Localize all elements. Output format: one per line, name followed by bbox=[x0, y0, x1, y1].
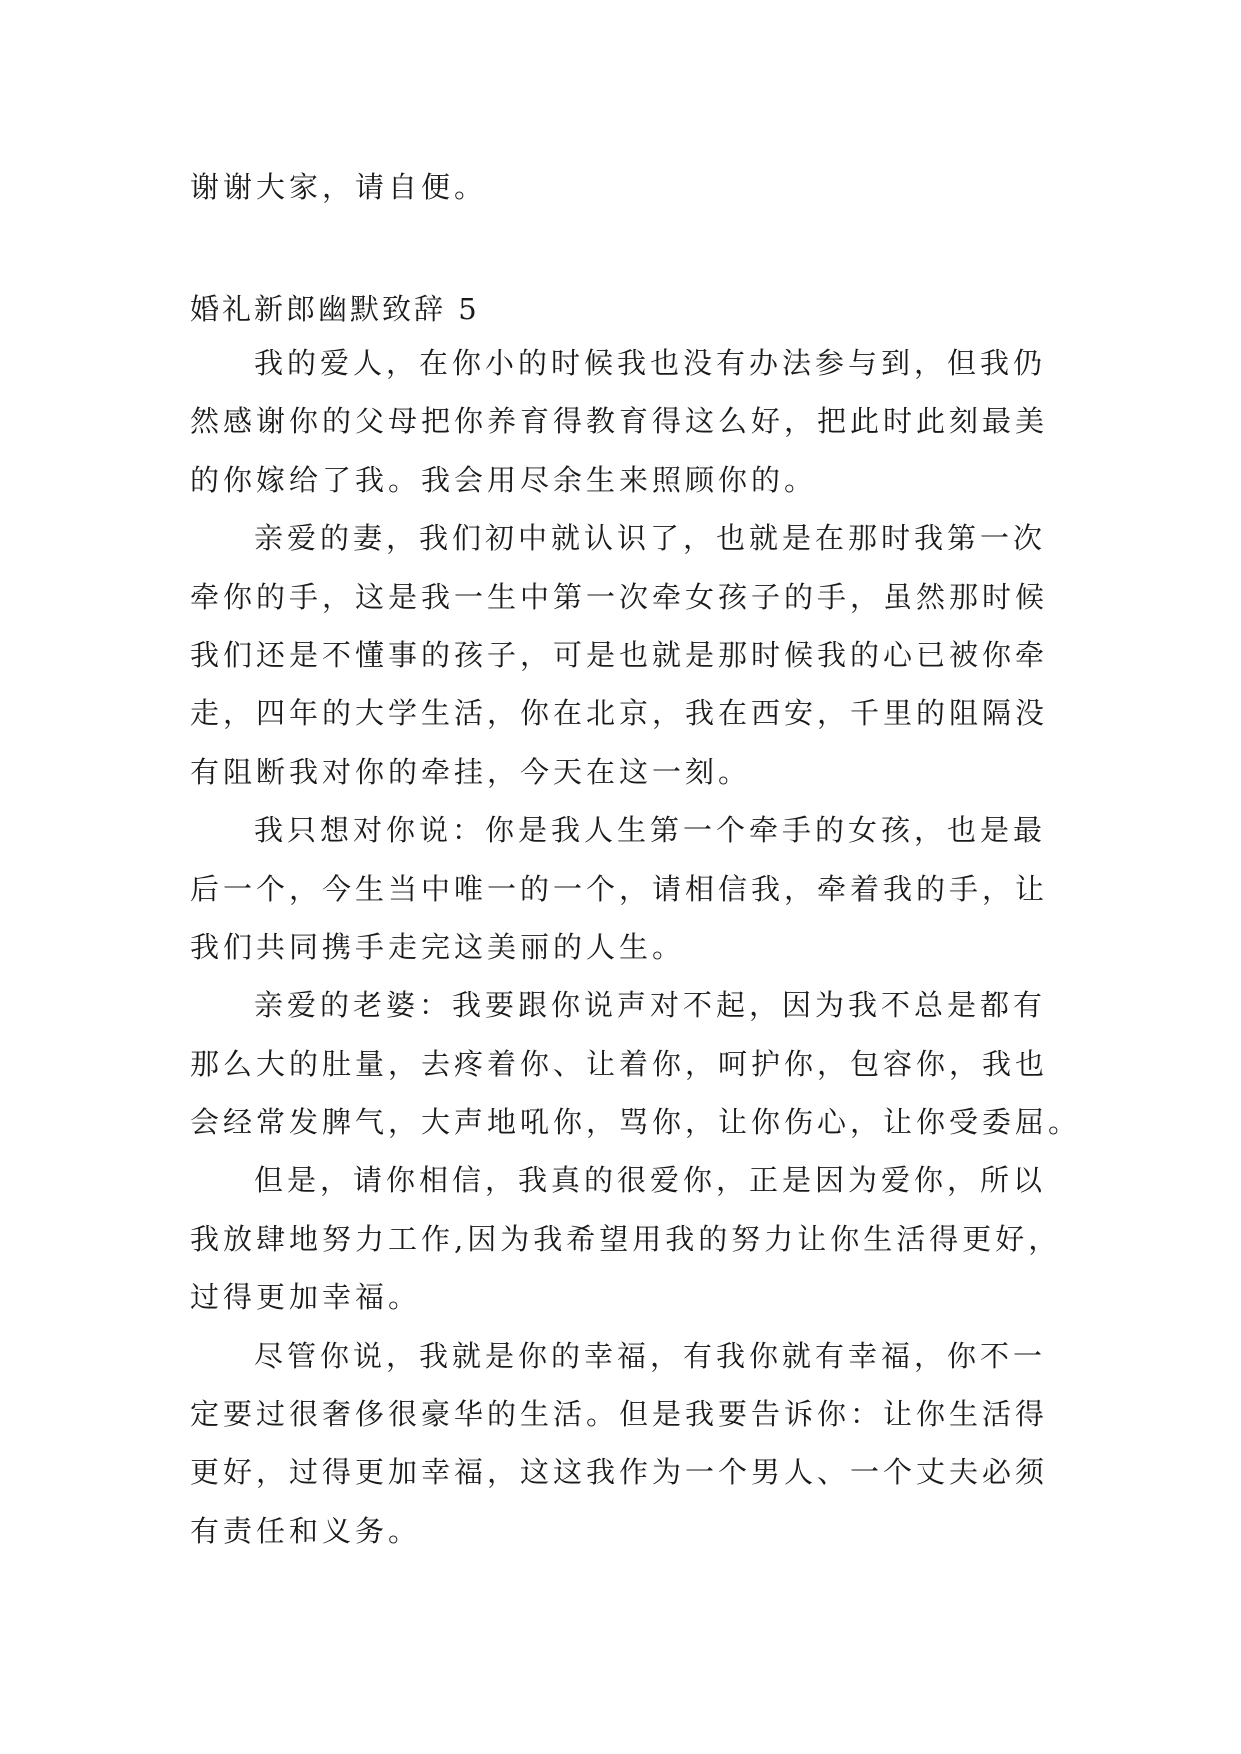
text-line: 过得更加幸福。 bbox=[190, 1280, 422, 1315]
text-line: 有责任和义务。 bbox=[190, 1513, 422, 1548]
text-line: 会经常发脾气，大声地吼你，骂你，让你伤心，让你受委屈。 bbox=[190, 1105, 1082, 1140]
text-line: 我们还是不懂事的孩子，可是也就是那时候我的心已被你牵 bbox=[190, 637, 1049, 672]
text-line: 我只想对你说：你是我人生第一个牵手的女孩，也是最 bbox=[254, 813, 1047, 848]
text-line: 但是，请你相信，我真的很爱你，正是因为爱你，所以 bbox=[254, 1163, 1047, 1198]
closing-line: 谢谢大家，请自便。 bbox=[190, 170, 488, 204]
text-line: 后一个，今生当中唯一的一个，请相信我，牵着我的手，让 bbox=[190, 871, 1049, 906]
text-line: 我放肆地努力工作,因为我希望用我的努力让你生活得更好， bbox=[190, 1221, 1062, 1256]
text-line: 更好，过得更加幸福，这这我作为一个男人、一个丈夫必须 bbox=[190, 1455, 1049, 1490]
text-line: 有阻断我对你的牵挂，今天在这一刻。 bbox=[190, 754, 752, 789]
text-line: 我们共同携手走完这美丽的人生。 bbox=[190, 929, 686, 964]
text-line: 我的爱人，在你小的时候我也没有办法参与到，但我仍 bbox=[254, 346, 1047, 380]
text-line: 走，四年的大学生活，你在北京，我在西安，千里的阻隔没 bbox=[190, 696, 1049, 731]
section-title: 婚礼新郎幽默致辞 5 bbox=[190, 292, 480, 326]
text-line: 那么大的肚量，去疼着你、让着你，呵护你，包容你，我也 bbox=[190, 1046, 1049, 1081]
text-line: 然感谢你的父母把你养育得教育得这么好，把此时此刻最美 bbox=[190, 404, 1049, 439]
text-line: 牵你的手，这是我一生中第一次牵女孩子的手，虽然那时候 bbox=[190, 579, 1049, 614]
text-line: 定要过很奢侈很豪华的生活。但是我要告诉你：让你生活得 bbox=[190, 1397, 1049, 1432]
text-line: 的你嫁给了我。我会用尽余生来照顾你的。 bbox=[190, 462, 818, 497]
speech-body bbox=[190, 334, 1082, 1560]
text-line: 亲爱的老婆：我要跟你说声对不起，因为我不总是都有 bbox=[254, 988, 1047, 1023]
text-line: 亲爱的妻，我们初中就认识了，也就是在那时我第一次 bbox=[254, 521, 1047, 556]
text-line: 尽管你说，我就是你的幸福，有我你就有幸福，你不一 bbox=[254, 1338, 1047, 1373]
